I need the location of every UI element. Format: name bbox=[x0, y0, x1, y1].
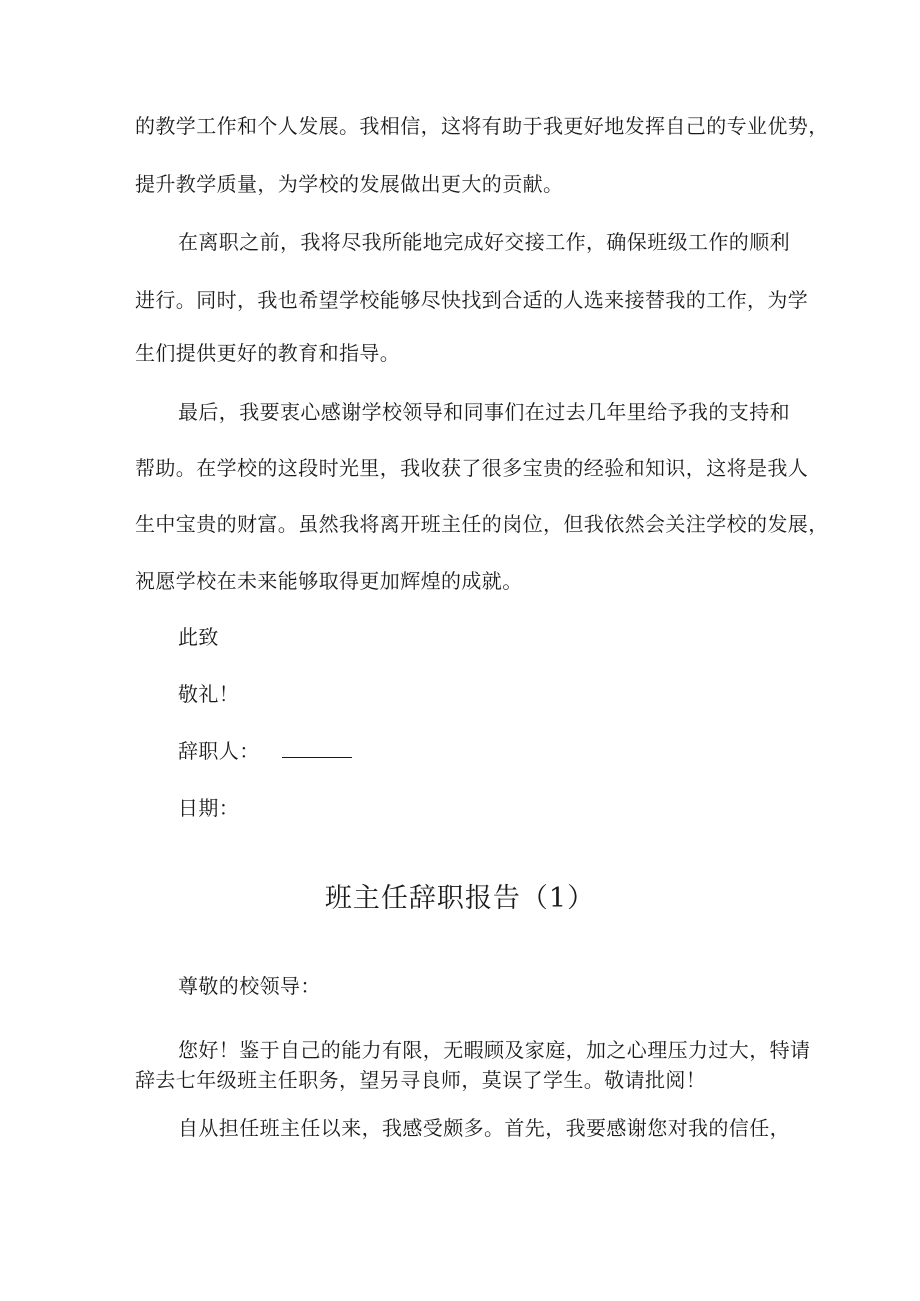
paragraph-line: 进行。同时，我也希望学校能够尽快找到合适的人选来接替我的工作，为学 bbox=[135, 288, 809, 312]
paragraph-line: 在离职之前，我将尽我所能地完成好交接工作，确保班级工作的顺利 bbox=[178, 230, 790, 254]
signer-label: 辞职人： bbox=[178, 739, 260, 763]
date-label: 日期： bbox=[178, 796, 240, 820]
signature-blank bbox=[282, 739, 352, 758]
paragraph-line: 的教学工作和个人发展。我相信，这将有助于我更好地发挥自己的专业优势， bbox=[135, 114, 829, 138]
paragraph-line: 生中宝贵的财富。虽然我将离开班主任的岗位，但我依然会关注学校的发展， bbox=[135, 512, 829, 536]
paragraph-line: 您好！鉴于自己的能力有限，无暇顾及家庭，加之心理压力过大，特请 bbox=[178, 1038, 811, 1062]
paragraph-line: 自从担任班主任以来，我感受颇多。首先，我要感谢您对我的信任， bbox=[178, 1116, 790, 1140]
signer-row bbox=[178, 737, 798, 765]
closing-regards: 敬礼！ bbox=[178, 682, 240, 706]
paragraph-line: 提升教学质量，为学校的发展做出更大的贡献。 bbox=[135, 172, 564, 196]
paragraph-line: 生们提供更好的教育和指导。 bbox=[135, 341, 401, 365]
greeting: 尊敬的校领导： bbox=[178, 974, 321, 998]
closing-salutation: 此致 bbox=[178, 625, 219, 649]
paragraph-line: 最后，我要衷心感谢学校领导和同事们在过去几年里给予我的支持和 bbox=[178, 400, 790, 424]
paragraph-line: 祝愿学校在未来能够取得更加辉煌的成就。 bbox=[135, 569, 523, 593]
document-title: 班主任辞职报告（1） bbox=[324, 883, 596, 914]
paragraph-line: 帮助。在学校的这段时光里，我收获了很多宝贵的经验和知识，这将是我人 bbox=[135, 456, 809, 480]
paragraph-line: 辞去七年级班主任职务，望另寻良师，莫误了学生。敬请批阅！ bbox=[135, 1068, 707, 1092]
